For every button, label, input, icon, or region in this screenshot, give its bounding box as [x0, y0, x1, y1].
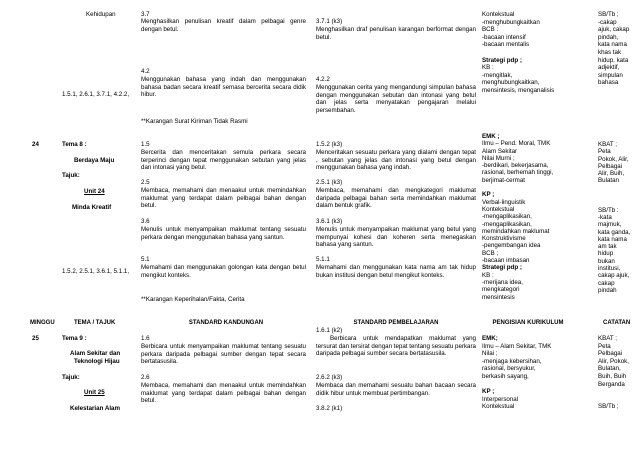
bahan-line: kata nama — [598, 41, 627, 49]
sp-number: 3.7 — [141, 11, 150, 18]
sp-detail-text: Menggunakan cerita yang mengandungi simpulan bahasa dengan menggunakan sebutan dan intonasi yang betul dan jelas serta menyatakan pengajaran melalui persembahan. — [316, 84, 476, 114]
bahan-line: pindah — [598, 286, 617, 294]
tema-label: Tema 9 : — [62, 335, 87, 342]
bahan-line: Bulatan — [598, 177, 619, 185]
sp-detail-text: Menceritakan sesuatu perkara yang dialami dengan tepat , sebutan yang jelas dan intonasi yang betul dengan menggunakan bahasa yang indah. — [316, 149, 476, 172]
tajuk-label: Tajuk: — [62, 172, 80, 179]
sp-number: 5.1 — [141, 256, 150, 263]
bahan-line: KBAT ; — [598, 141, 618, 148]
catatan — [598, 141, 638, 294]
bahan-line: Buih, Buih — [598, 372, 627, 380]
sp-text: Membaca, memahami dan menaakul untuk memindahkan maklumat yang terdapat dalam pelbagai bahan dengan betul. — [141, 187, 306, 210]
sp-text: Berbicara untuk menyampaikan maklumat tentang sesuatu perkara daripada pelbagai sumber dengan tepat secara bertatasusila. — [141, 343, 306, 366]
pk-line: berjimat-cermat — [482, 176, 525, 184]
bahan-line: SB/Tb ; — [598, 403, 619, 411]
bahan-line: Berganda — [598, 380, 625, 388]
unit-name: Minda Kreatif — [72, 204, 112, 211]
sp-detail-code: 1.6.1 (k2) — [316, 327, 343, 334]
pk-line: Ilmu – Alam Sekitar, TMK — [482, 342, 552, 350]
pk-line: KP ; — [482, 191, 495, 199]
col-header-pk: PENGISIAN KURIKULUM — [492, 320, 564, 326]
pk-line: Verbal-linguistik — [482, 198, 526, 206]
pk-line: -menghubungkaitkan — [482, 18, 540, 26]
week-number: 24 — [32, 141, 39, 148]
sk-codes: 1.5.2, 2.5.1, 3.6.1, 5.1.1, — [62, 268, 130, 275]
pk-line: Strategi pdp ; — [482, 56, 522, 64]
col-header-tema: TEMA / TAJUK — [74, 320, 116, 326]
pk-line: mensintesis — [482, 293, 515, 301]
pk-line: Ilmu – Pend. Moral, TMK — [482, 140, 551, 148]
sp-detail-text: Menghasilkan draf penulisan karangan berformat dengan betul. — [316, 26, 476, 41]
bahan-line: Bulatan, — [598, 365, 621, 373]
unit-number: Unit 25 — [84, 389, 105, 396]
theme-name-cont: Kehidupan — [86, 11, 116, 18]
bahan-line: institusi, — [598, 265, 621, 273]
sp-detail-code: 2.6.2 (k3) — [316, 374, 343, 381]
sp-number: 2.6 — [141, 374, 150, 381]
sk-codes: 1.5.1, 2.6.1, 3.7.1, 4.2.2, — [62, 91, 130, 98]
pk-line: -menjaga kebersihan, — [482, 357, 542, 365]
bahan-line: SB/Tb ; — [598, 11, 619, 18]
pk-line: berkasih sayang, — [482, 372, 529, 380]
pengisian-kurikulum — [482, 11, 562, 95]
bahan-line: simpulan — [598, 71, 623, 79]
week-number: 25 — [32, 335, 39, 342]
catatan — [598, 335, 638, 411]
bahan-line: KBAT ; — [598, 335, 618, 342]
sp-detail-code: 4.2.2 — [316, 76, 330, 83]
sp-number: 4.2 — [141, 68, 150, 75]
pk-line: KP ; — [482, 388, 495, 396]
unit-number: Unit 24 — [84, 188, 105, 195]
pk-line: KB : — [482, 271, 494, 279]
pk-line: -bacaan imbasan — [482, 257, 530, 265]
sp-detail-text: Menulis untuk menyampaikan maklumat yang betul yang mempunyai kohesi dan koheren serta menegaskan bahasa yang santun. — [316, 226, 476, 249]
pk-line: KB : — [482, 64, 494, 72]
bahan-line: kata nama — [598, 235, 627, 243]
col-header-sp: STANDARD PEMBELAJARAN — [353, 320, 439, 326]
pk-line — [482, 184, 568, 191]
col-header-minggu: MINGGU — [30, 320, 55, 326]
pk-line: rasional, bersyukur, — [482, 365, 536, 373]
pk-line: BCB : — [482, 26, 499, 34]
bahan-line: -cakap — [598, 18, 617, 26]
pk-line: Interpersonal — [482, 395, 519, 403]
bahan-line: bahasa — [598, 79, 619, 87]
sp-number: 1.6 — [141, 335, 150, 342]
tema-name: Teknologi Hijau — [74, 358, 120, 365]
sp-text: Membaca, memahami dan menaakul untuk memindahkan maklumat yang terdapat dalam pelbagai bahan dengan betul. — [141, 382, 306, 405]
pk-line: menghubungkaitkan, — [482, 79, 540, 87]
bahan-line: Pelbagai — [598, 350, 623, 358]
sp-detail-text: Membaca dan memahami sesuatu bahan bacaan secara didik hibur untuk membuat pertimbangan. — [316, 382, 476, 397]
sp-text: Memahami dan menggunakan golongan kata dengan betul mengikut konteks. — [141, 264, 306, 279]
pk-line: Nilai Murni ; — [482, 154, 515, 162]
tema-label: Tema 8 : — [62, 141, 87, 148]
bahan-line: Peta — [598, 342, 611, 350]
col-header-sk: STANDARD KANDUNGAN — [188, 320, 264, 326]
pk-line: Strategi pdp ; — [482, 264, 522, 272]
pk-line: mengkategori — [482, 286, 520, 294]
pk-line: Alam Sekitar — [482, 147, 518, 155]
bahan-line: Pokok, Alir, — [598, 155, 629, 163]
karangan-note: **Karangan Keperihalan/Fakta, Cerita — [141, 296, 245, 303]
spacer — [598, 185, 638, 207]
bahan-line: khas tak — [598, 48, 622, 56]
pengisian-kurikulum — [482, 133, 568, 301]
pk-line: memindahkan maklumat — [482, 227, 550, 235]
tema-name: Alam Sekitar dan — [70, 350, 121, 357]
pk-line: -berdikari, bekerjasama, — [482, 162, 549, 170]
pk-line: EMK ; — [482, 133, 500, 140]
pk-line: Kontekstual — [482, 205, 515, 213]
bahan-line: Alir, Pokok, — [598, 357, 629, 365]
sp-detail-code: 1.5.2 (k3) — [316, 141, 343, 148]
pk-line: -merijana idea, — [482, 278, 523, 286]
pk-line: mensintesis, menganalisis — [482, 86, 555, 94]
sp-detail-text: Membaca, memahami dan mengkategori maklumat daripada pelbagai bahan serta memindahkan maklumat dalam bentuk grafik. — [316, 187, 476, 210]
col-header-catatan: CATATAN — [603, 320, 631, 326]
pk-line: EMK; — [482, 335, 498, 342]
bahan-line: Alir, Buih, — [598, 170, 625, 178]
bahan-line: kata ganda, — [598, 228, 631, 236]
tema-name: Berdaya Maju — [74, 157, 115, 164]
pk-line: -mengaplikasikan, — [482, 220, 532, 228]
pk-line — [482, 381, 572, 389]
pk-line: Nilai ; — [482, 350, 498, 358]
pk-line: -mengaplikasikan, — [482, 213, 532, 221]
sp-number: 3.6 — [141, 218, 150, 225]
bahan-line: hidup, kata — [598, 56, 629, 64]
bahan-line: ajuk, cakap — [598, 26, 630, 34]
sp-number: 1.5 — [141, 141, 150, 148]
bahan-line: SB/Tb : — [598, 206, 619, 214]
unit-name: Kelestarian Alam — [70, 405, 120, 412]
pk-line: Kontekstual — [482, 403, 515, 411]
sp-detail-code: 3.7.1 (k3) — [316, 18, 343, 25]
sp-text: Menggunakan bahasa yang indah dan menggunakan bahasa badan secara kreatif semasa bercerita secara didik hibur. — [141, 76, 306, 99]
pk-line: -pengembangan idea — [482, 242, 541, 250]
pk-line: rasional, berhemah tinggi, — [482, 169, 554, 177]
sp-number: 2.5 — [141, 179, 150, 186]
sp-detail-code: 3.8.2 (k1) — [316, 405, 343, 412]
catatan — [598, 11, 638, 87]
bahan-line: am tak — [598, 243, 617, 251]
sp-detail-text: Berbicara untuk mendapatkan maklumat yang tersurat dan tersirat dengan tepat tentang sesuatu perkara daripada pelbagai sumber secara bertatasusila. — [316, 335, 476, 358]
pk-line: -bacaan mentalis — [482, 41, 530, 49]
pengisian-kurikulum — [482, 335, 572, 411]
karangan-note: **Karangan Surat Kiriman Tidak Rasmi — [141, 118, 248, 125]
bahan-line: bukan — [598, 257, 615, 265]
bahan-line: cakap — [598, 279, 615, 287]
bahan-line: pindah, — [598, 33, 619, 41]
pk-line — [482, 49, 562, 57]
pk-line: BCB ; — [482, 249, 499, 257]
sp-detail-code: 3.6.1 (k3) — [316, 218, 343, 225]
bahan-line: hidup — [598, 250, 614, 258]
bahan-line: adjektif, — [598, 64, 620, 72]
sp-text: Bercerita dan menceritakan semula perkara secara terperinci dengan tepat menggunakan sebutan yang jelas dan intonasi yang betul. — [141, 149, 306, 172]
bahan-line: -kata — [598, 213, 612, 221]
spacer — [598, 388, 638, 403]
sp-detail-code: 2.5.1 (k3) — [316, 179, 343, 186]
bahan-line: cakap ajuk, — [598, 272, 630, 280]
pk-line: Kontekstual — [482, 11, 515, 18]
pk-line: Konstruktivisme — [482, 235, 526, 243]
sp-detail-text: Memahami dan menggunakan kata nama am tak hidup bukan institusi dengan betul mengikut konteks. — [316, 264, 476, 279]
bahan-line: majmuk, — [598, 221, 622, 229]
pk-line: -bacaan intensif — [482, 33, 526, 41]
sp-detail-code: 5.1.1 — [316, 256, 330, 263]
sp-text: Menulis untuk menyampaikan maklumat tentang sesuatu perkara dengan menggunakan bahasa yang santun. — [141, 226, 306, 241]
pk-line: -mengitlak, — [482, 71, 513, 79]
bahan-line: Peta — [598, 148, 611, 156]
bahan-line: Pelbagai — [598, 162, 623, 170]
tajuk-label: Tajuk: — [62, 374, 80, 381]
sp-text: Menghasilkan penulisan kreatif dalam pelbagai genre dengan betul. — [141, 18, 306, 33]
